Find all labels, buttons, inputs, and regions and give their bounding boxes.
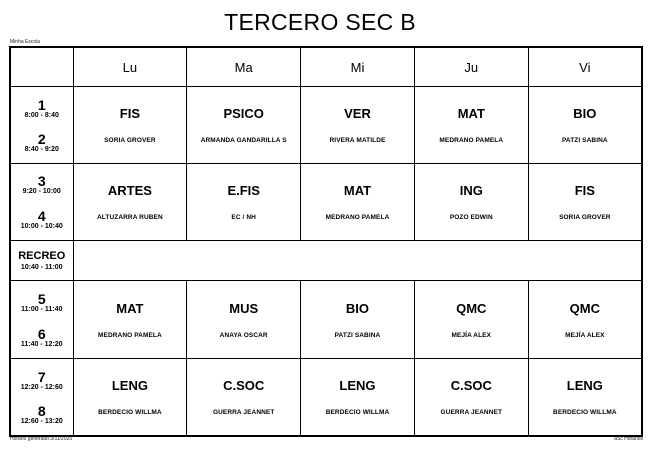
subject-label: BIO — [345, 300, 370, 316]
period-number: 5 — [37, 291, 46, 308]
subject-label: PSICO — [223, 105, 264, 121]
teacher-label: GUERRA JEANNET — [212, 408, 275, 416]
teacher-label: ALTUZARRA RUBEN — [97, 213, 163, 221]
teacher-label: MEJÍA ALEX — [565, 331, 605, 339]
lesson-cell — [73, 163, 187, 241]
teacher-label: BERDECIO WILLMA — [553, 408, 617, 416]
period-time: 12:60 - 13:20 — [20, 418, 63, 426]
teacher-label: ANAYA OSCAR — [219, 331, 268, 339]
subject-label: LENG — [339, 377, 376, 393]
period-time: 10:00 - 10:40 — [20, 223, 63, 231]
day-header: Lu — [73, 47, 187, 87]
recreo-time: 10:40 - 11:00 — [20, 264, 63, 272]
teacher-label: MEJÍA ALEX — [451, 331, 492, 339]
teacher-label: EC / NH — [231, 213, 256, 221]
lesson-cell — [187, 163, 301, 241]
teacher-label: SORIA GROVER — [104, 136, 156, 144]
lesson-cell — [73, 358, 187, 436]
subject-label: LENG — [111, 377, 148, 393]
day-header: Ma — [187, 47, 301, 87]
subject-label: VER — [344, 105, 371, 121]
generated-note: Horario generado:3/11/2025 — [10, 436, 73, 442]
subject-label: ARTES — [107, 182, 152, 198]
teacher-label: RIVERA MATILDE — [329, 136, 386, 144]
subject-label: FIS — [119, 105, 141, 121]
lesson-cell — [414, 358, 528, 436]
subject-label: C.SOC — [223, 377, 265, 393]
period-cell — [10, 163, 73, 241]
subject-label: C.SOC — [450, 377, 492, 393]
period-block-row — [10, 87, 642, 164]
teacher-label: PATZI SABINA — [334, 331, 381, 339]
recreo-label: RECREO — [18, 250, 66, 263]
period-block-row — [10, 163, 642, 241]
recreo-empty — [73, 241, 642, 281]
period-number: 7 — [37, 368, 46, 385]
lesson-cell — [301, 281, 415, 359]
lesson-cell — [187, 87, 301, 164]
period-time: 8:40 - 9:20 — [24, 145, 59, 153]
teacher-label: MEDRANO PAMELA — [98, 331, 162, 339]
lesson-cell — [528, 87, 642, 164]
period-time: 8:00 - 8:40 — [24, 111, 59, 119]
teacher-label: BERDECIO WILLMA — [98, 408, 162, 416]
day-header-row — [10, 47, 642, 87]
period-number: 6 — [37, 326, 46, 343]
teacher-label: GUERRA JEANNET — [440, 408, 503, 416]
subject-label: QMC — [569, 300, 601, 316]
period-cell — [10, 281, 73, 359]
school-label: Minha Escola — [10, 39, 41, 45]
subject-label: MAT — [116, 300, 144, 316]
period-number: 3 — [37, 173, 46, 190]
period-time: 11:00 - 11:40 — [21, 306, 63, 314]
lesson-cell — [528, 358, 642, 436]
subject-label: FIS — [574, 182, 595, 198]
lesson-cell — [414, 87, 528, 164]
day-header: Vi — [528, 47, 642, 87]
period-cell — [10, 87, 73, 164]
lesson-cell — [301, 163, 415, 241]
page-title: TERCERO SEC B — [224, 9, 416, 35]
lesson-cell — [187, 358, 301, 436]
subject-label: ING — [459, 182, 483, 198]
subject-label: QMC — [456, 300, 487, 316]
period-time: 9:20 - 10:00 — [22, 188, 61, 196]
corner-cell — [10, 47, 73, 87]
subject-label: MAT — [457, 105, 485, 121]
period-time: 11:40 - 12:20 — [20, 341, 63, 349]
lesson-cell — [187, 281, 301, 359]
day-header: Mi — [301, 47, 415, 87]
lesson-cell — [73, 87, 187, 164]
subject-label: E.FIS — [227, 182, 260, 198]
app-credit: aSc Horarios — [614, 436, 643, 442]
lesson-cell — [414, 163, 528, 241]
subject-label: MUS — [229, 300, 259, 316]
lesson-cell — [528, 163, 642, 241]
subject-label: LENG — [566, 377, 603, 393]
period-number: 8 — [37, 403, 46, 420]
teacher-label: ARMANDA GANDARILLA S — [200, 136, 287, 144]
subject-label: BIO — [573, 105, 597, 121]
lesson-cell — [528, 281, 642, 359]
period-cell — [10, 358, 73, 436]
teacher-label: POZO EDWIN — [449, 213, 493, 221]
period-time: 12:20 - 12:60 — [20, 383, 63, 391]
period-block-row — [10, 358, 642, 436]
teacher-label: PATZI SABINA — [561, 136, 608, 144]
lesson-cell — [73, 281, 187, 359]
teacher-label: MEDRANO PAMELA — [439, 136, 504, 144]
lesson-cell — [301, 87, 415, 164]
lesson-cell — [301, 358, 415, 436]
period-number: 4 — [37, 208, 46, 225]
subject-label: MAT — [343, 182, 372, 198]
timetable — [9, 46, 643, 437]
lesson-cell — [414, 281, 528, 359]
recreo-row — [10, 241, 642, 281]
teacher-label: BERDECIO WILLMA — [325, 408, 390, 416]
period-block-row — [10, 281, 642, 359]
period-number: 1 — [37, 96, 46, 113]
period-number: 2 — [37, 130, 46, 147]
teacher-label: MEDRANO PAMELA — [325, 213, 390, 221]
recreo-cell — [10, 241, 73, 281]
day-header: Ju — [414, 47, 528, 87]
teacher-label: SORIA GROVER — [559, 213, 611, 221]
